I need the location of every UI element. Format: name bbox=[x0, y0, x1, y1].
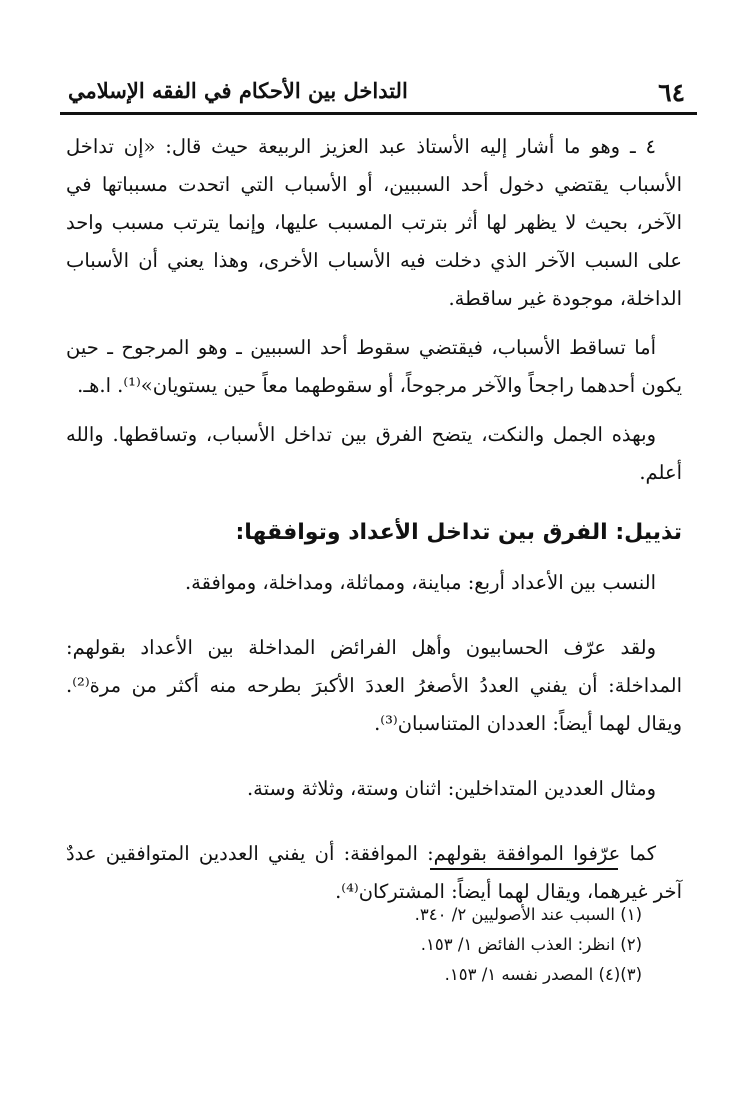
page-number: ٦٤ bbox=[658, 78, 685, 107]
paragraph-6: ومثال العددين المتداخلين: اثنان وستة، وثلاثة وستة. bbox=[246, 777, 656, 800]
paragraph-2: أما تساقط الأسباب، فيقتضي سقوط أحد السببين ـ وهو المرجوح ـ حين يكون أحدهما راجحاً والآخر مرجوحاً، أو سقوطهما معاً حين يستويان»⁽¹⁾. ا.هـ. bbox=[66, 336, 682, 397]
running-title: التداخل بين الأحكام في الفقه الإسلامي bbox=[68, 78, 408, 103]
footnote-1: (١) السبب عند الأصوليين ٢/ ٣٤٠. bbox=[414, 905, 642, 924]
footnote-2: (٢) انظر: العذب الفائض ١/ ١٥٣. bbox=[420, 935, 642, 954]
paragraph-3: وبهذه الجمل والنكت، يتضح الفرق بين تداخل الأسباب، وتساقطها. والله أعلم. bbox=[66, 423, 682, 484]
header-divider bbox=[60, 112, 697, 115]
body-text bbox=[66, 128, 682, 922]
running-header bbox=[60, 74, 697, 114]
paragraph-5: ولقد عرّف الحسابيون وأهل الفرائض المداخلة بين الأعداد بقولهم: المداخلة: أن يفني العددُ الأصغرُ العددَ الأكبرَ بطرحه منه أكثر من مرة⁽²⁾. ويقال لهما أيضاً: العددان المتناسبان⁽³⁾. bbox=[66, 636, 682, 735]
paragraph-7: كما عرّفوا الموافقة بقولهم: الموافقة: أن يفني العددين المتوافقين عددٌ آخر غيرهما، ويقال لهما أيضاً: المشتركان⁽⁴⁾. bbox=[66, 842, 682, 903]
section-heading: تذييل: الفرق بين تداخل الأعداد وتوافقها: bbox=[235, 520, 682, 545]
footnote-3: (٣)(٤) المصدر نفسه ١/ ١٥٣. bbox=[444, 965, 642, 984]
paragraph-4: النسب بين الأعداد أربع: مباينة، ومماثلة، ومداخلة، وموافقة. bbox=[184, 571, 656, 594]
footnotes bbox=[162, 900, 642, 990]
paragraph-1: ٤ ـ وهو ما أشار إليه الأستاذ عبد العزيز الربيعة حيث قال: «إن تداخل الأسباب يقتضي دخول أحد السببين، أو الأسباب التي اتحدت مسبباتها في الآخر، بحيث لا يظهر لها أثر بترتب المسبب عليها، وإنما يترتب مسبب واحد على السبب الآخر الذي دخلت فيه الأسباب الأخرى، وهذا يعني أن الأسباب الداخلة، موجودة غير ساقطة. bbox=[66, 135, 682, 310]
footnote-divider bbox=[430, 868, 618, 870]
